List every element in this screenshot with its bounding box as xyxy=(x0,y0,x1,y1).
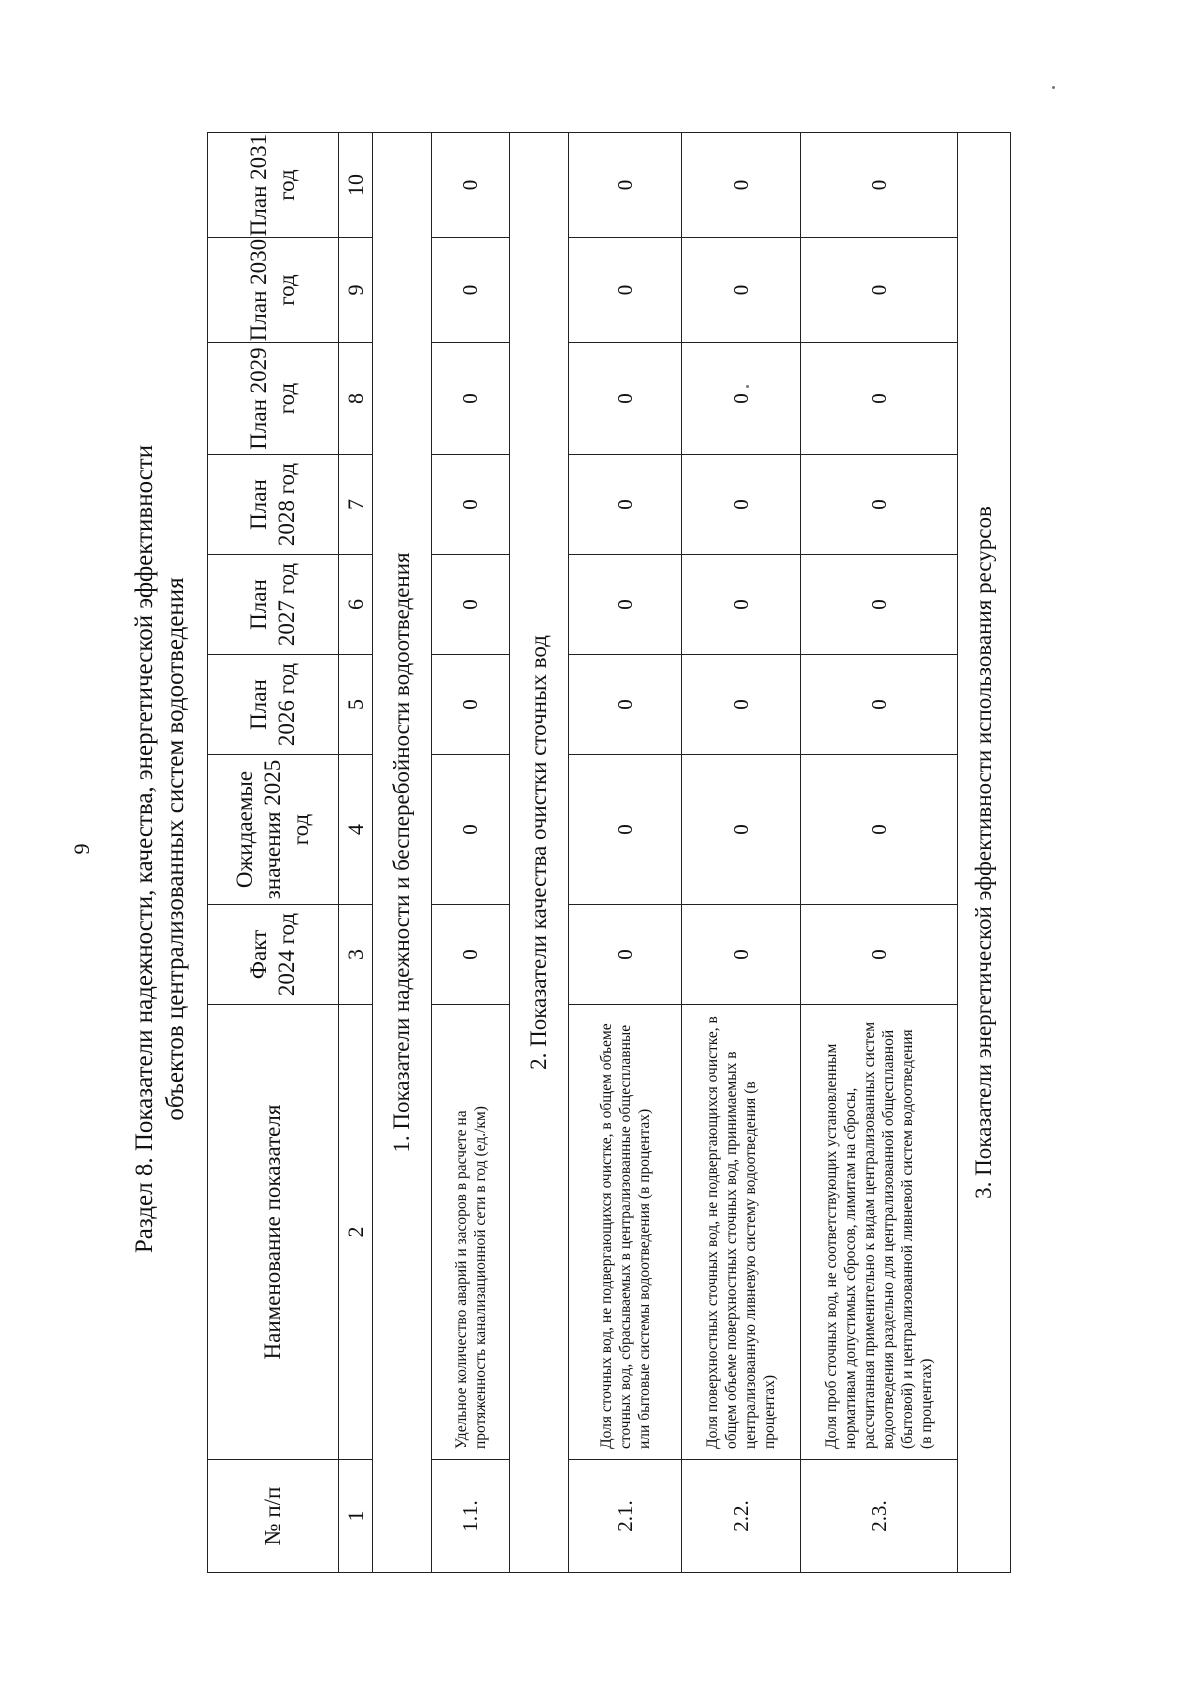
indicator-name: Удельное количество аварий и засоров в расчете на протяженность канализационной сети в год (ед./км) xyxy=(432,1005,510,1460)
section-1-title: 1. Показатели надежности и бесперебойности водоотведения xyxy=(373,133,432,1573)
value-cell: 0 xyxy=(682,905,801,1005)
value-cell: 0 xyxy=(432,343,510,455)
scan-speck xyxy=(1052,86,1055,89)
row-number: 1.1. xyxy=(432,1460,510,1573)
header-expected-2025: Ожидаемые значения 2025 год xyxy=(208,755,339,905)
column-number: 1 xyxy=(339,1460,373,1573)
row-number: 2.2. xyxy=(682,1460,801,1573)
value-cell: 0 xyxy=(569,555,682,655)
section-header-row xyxy=(510,133,569,1573)
section-2-title: 2. Показатели качества очистки сточных вод xyxy=(510,133,569,1573)
value-cell: 0 xyxy=(569,455,682,555)
page-title xyxy=(129,299,191,1399)
value-cell: 0 xyxy=(432,455,510,555)
value-cell: 0 xyxy=(801,343,958,455)
value-cell: 0 xyxy=(682,133,801,238)
value-cell: 0 xyxy=(432,238,510,343)
value-cell: 0 xyxy=(569,133,682,238)
indicator-name: Доля проб сточных вод, не соответствующих установленным нормативам допустимых сбросов, лимитам на сбросы, рассчитанная применительно к видам централизованных систем водоотведения раздельно для централизованной общесплавной (бытовой) и централизованной ливневой систем водоотведения (в процентах) xyxy=(801,1005,958,1460)
title-line-1: Раздел 8. Показатели надежности, качества, энергетической эффективности xyxy=(131,444,158,1254)
column-number: 8 xyxy=(339,343,373,455)
indicator-name: Доля сточных вод, не подвергающихся очистке, в общем объеме сточных вод, сбрасываемых в централизованные общесплавные или бытовые системы водоотведения (в процентах) xyxy=(569,1005,682,1460)
value-cell: 0 xyxy=(682,343,801,455)
value-cell: 0 xyxy=(432,905,510,1005)
column-number: 10 xyxy=(339,133,373,238)
section-header-row xyxy=(958,133,1011,1573)
value-cell: 0 xyxy=(569,343,682,455)
value-cell: 0 xyxy=(432,655,510,755)
scan-speck xyxy=(746,385,749,388)
table-row xyxy=(432,133,510,1573)
column-number: 2 xyxy=(339,1005,373,1460)
page-number: 9 xyxy=(69,843,94,855)
value-cell: 0 xyxy=(569,755,682,905)
value-cell: 0 xyxy=(801,655,958,755)
value-cell: 0 xyxy=(432,555,510,655)
value-cell: 0 xyxy=(801,133,958,238)
column-number: 5 xyxy=(339,655,373,755)
header-plan-2028: План 2028 год xyxy=(208,455,339,555)
value-cell: 0 xyxy=(682,755,801,905)
header-num: № п/п xyxy=(208,1460,339,1573)
value-cell: 0 xyxy=(801,755,958,905)
value-cell: 0 xyxy=(432,755,510,905)
header-name: Наименование показателя xyxy=(208,1005,339,1460)
column-number: 7 xyxy=(339,455,373,555)
value-cell: 0 xyxy=(682,238,801,343)
column-number: 3 xyxy=(339,905,373,1005)
value-cell: 0 xyxy=(569,655,682,755)
indicator-name: Доля поверхностных сточных вод, не подвергающихся очистке, в общем объеме поверхностных сточных вод, принимаемых в централизованную ливневую систему водоотведения (в процентах) xyxy=(682,1005,801,1460)
header-fact-2024: Факт 2024 год xyxy=(208,905,339,1005)
row-number: 2.1. xyxy=(569,1460,682,1573)
value-cell: 0 xyxy=(569,238,682,343)
value-cell: 0 xyxy=(682,455,801,555)
header-plan-2031: План 2031 год xyxy=(208,133,339,238)
header-plan-2030: План 2030 год xyxy=(208,238,339,343)
section-3-title: 3. Показатели энергетической эффективности использования ресурсов xyxy=(958,133,1011,1573)
value-cell: 0 xyxy=(801,238,958,343)
header-plan-2029: План 2029 год xyxy=(208,343,339,455)
column-number: 6 xyxy=(339,555,373,655)
value-cell: 0 xyxy=(682,655,801,755)
column-numbers-row xyxy=(339,133,373,1573)
header-plan-2027: План 2027 год xyxy=(208,555,339,655)
table-header-row xyxy=(208,133,339,1573)
indicators-table-sheet xyxy=(207,133,996,1573)
header-plan-2026: План 2026 год xyxy=(208,655,339,755)
value-cell: 0 xyxy=(801,905,958,1005)
section-header-row xyxy=(373,133,432,1573)
table-row xyxy=(801,133,958,1573)
table-row xyxy=(682,133,801,1573)
table-row xyxy=(569,133,682,1573)
title-line-2: объектов централизованных систем водоотведения xyxy=(162,577,189,1121)
indicators-table xyxy=(207,132,1011,1573)
row-number: 2.3. xyxy=(801,1460,958,1573)
value-cell: 0 xyxy=(682,555,801,655)
value-cell: 0 xyxy=(801,455,958,555)
column-number: 9 xyxy=(339,238,373,343)
value-cell: 0 xyxy=(801,555,958,655)
value-cell: 0 xyxy=(432,133,510,238)
value-cell: 0 xyxy=(569,905,682,1005)
column-number: 4 xyxy=(339,755,373,905)
